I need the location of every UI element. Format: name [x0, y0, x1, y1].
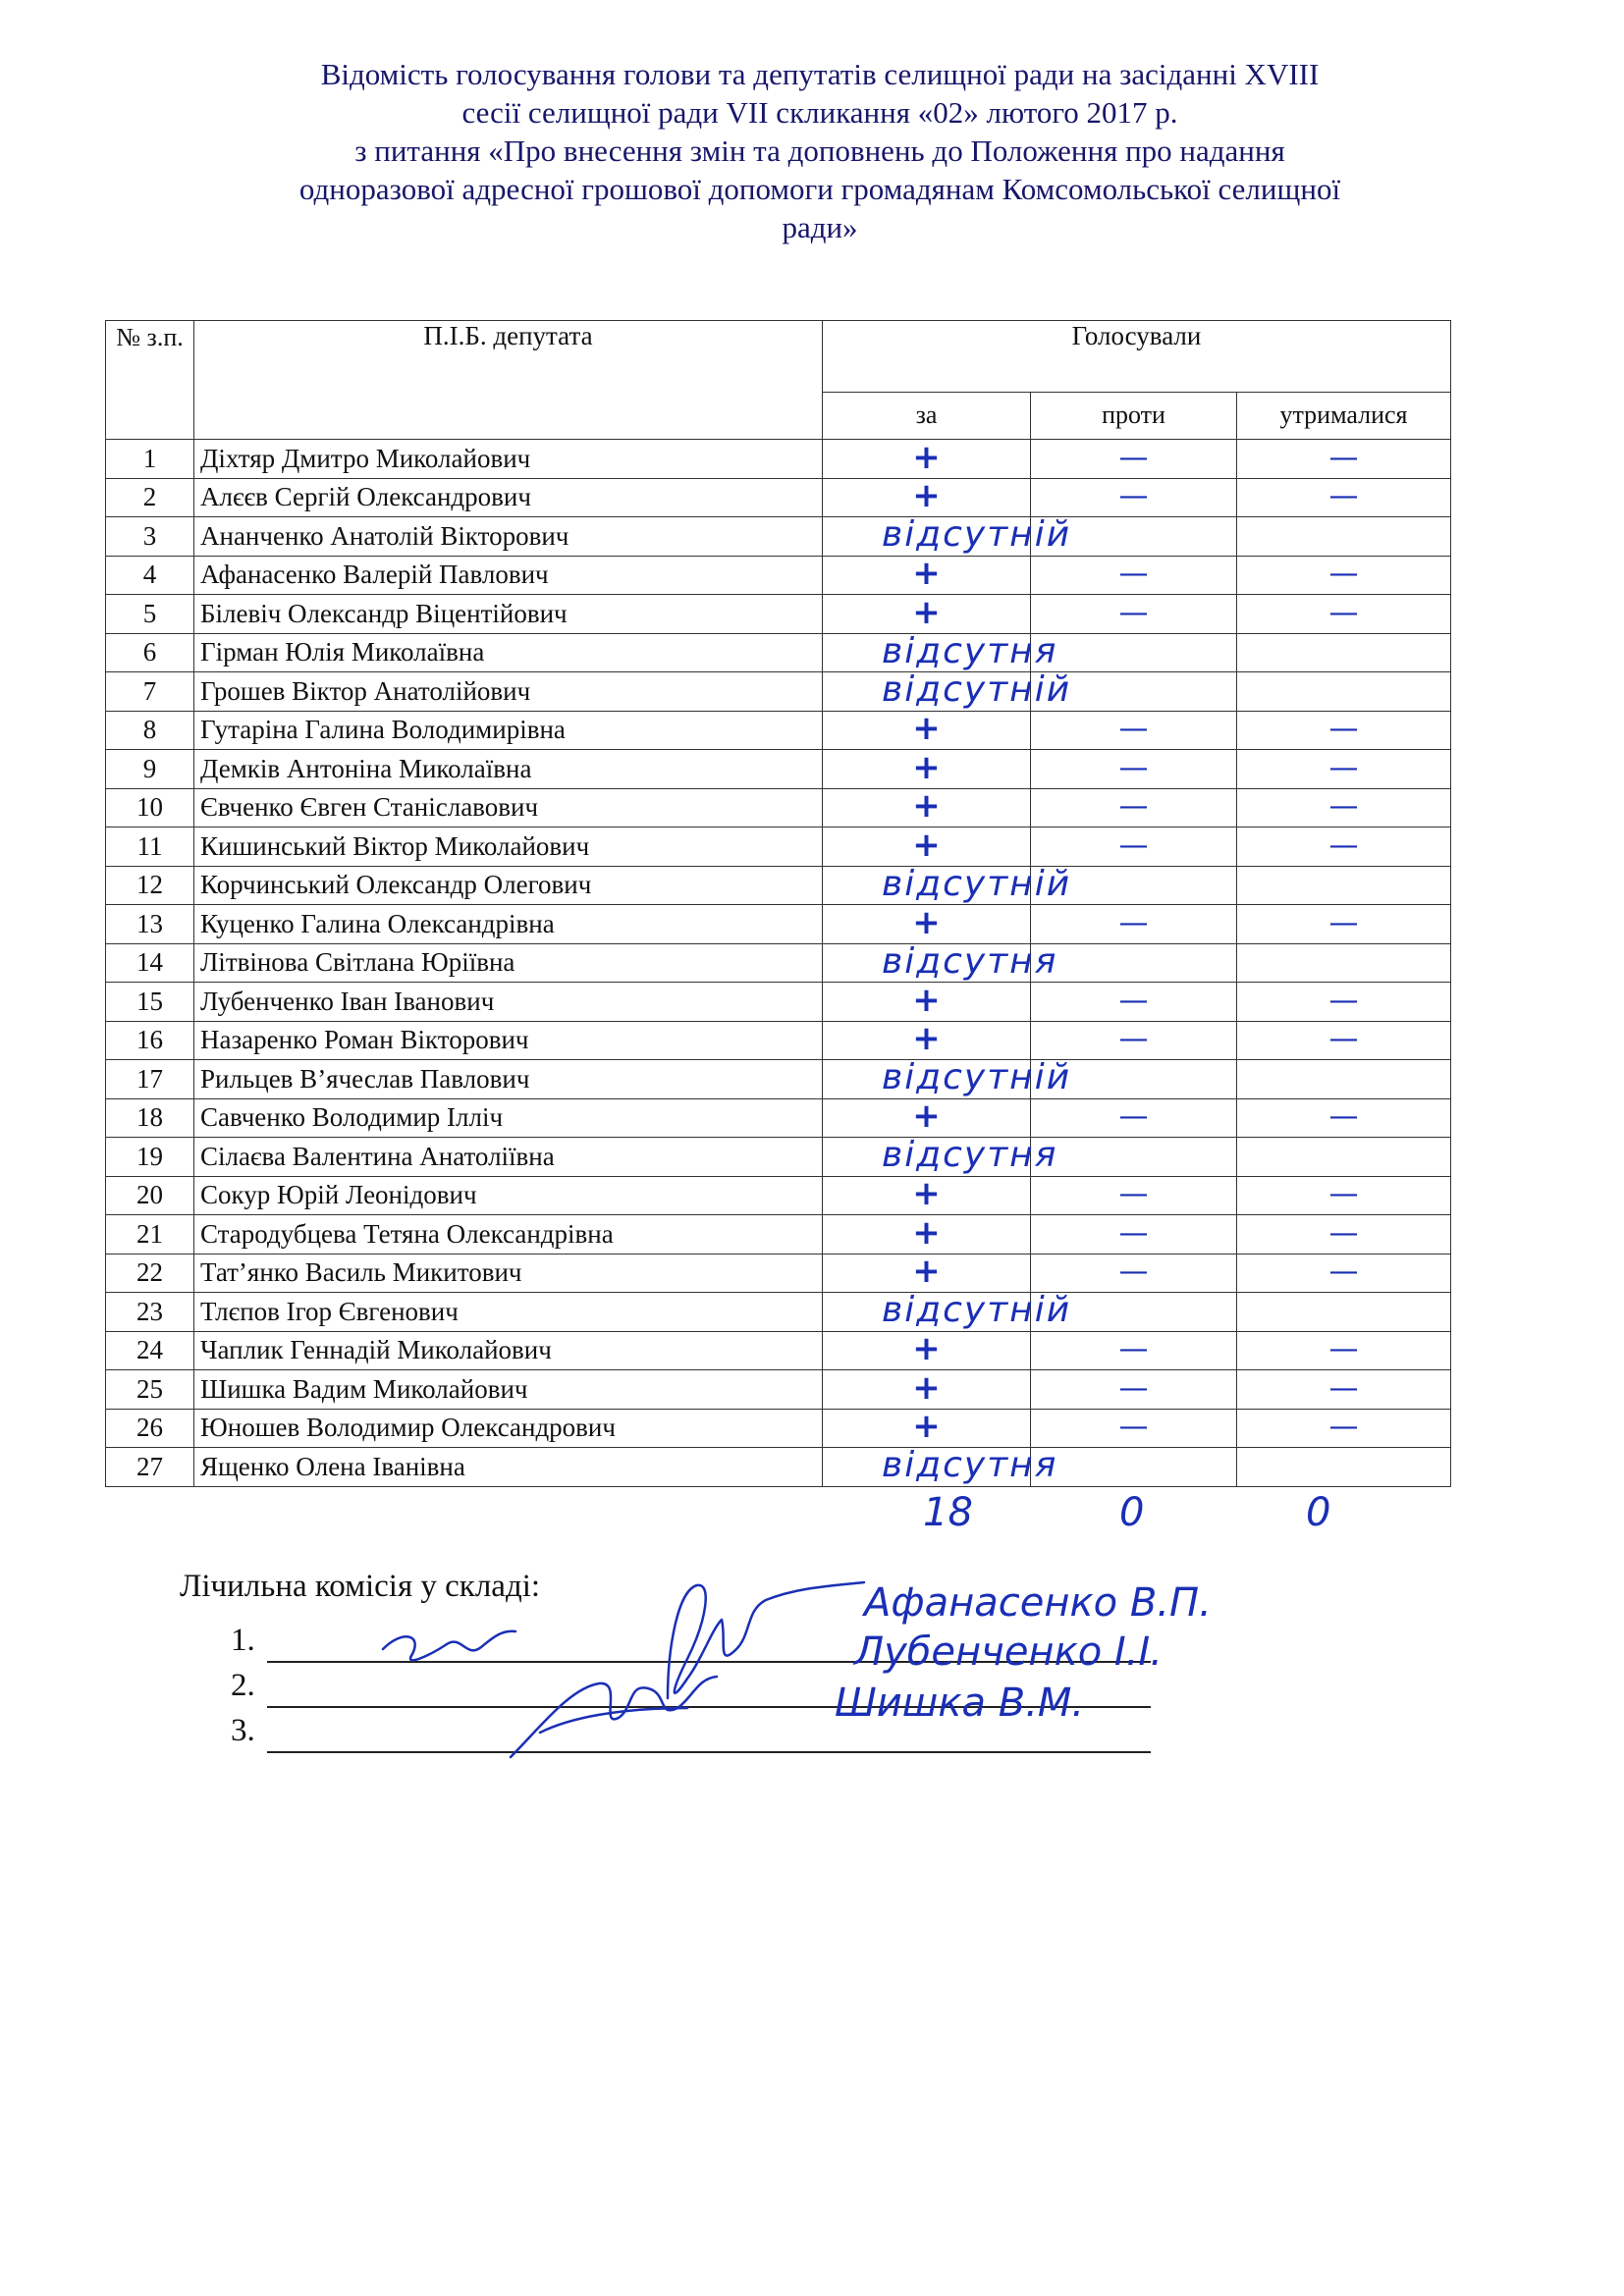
deputy-name: Шишка Вадим Миколайович	[194, 1370, 823, 1410]
title-line-4: одноразової адресної грошової допомоги громадянам Комсомольської селищної	[298, 172, 1341, 206]
header-against: проти	[1031, 392, 1237, 439]
vote-abstain-cell	[1237, 1021, 1451, 1060]
row-number: 23	[106, 1293, 194, 1332]
vote-for-cell	[823, 1254, 1031, 1293]
vote-abstain-cell	[1237, 440, 1451, 479]
vote-against-cell	[1031, 440, 1237, 479]
vote-abstain-cell	[1237, 1215, 1451, 1255]
vote-abstain-mark: —	[1328, 1410, 1359, 1445]
row-number: 1	[106, 440, 194, 479]
deputy-name: Літвінова Світлана Юріївна	[194, 943, 823, 983]
vote-for-cell	[823, 1290, 1072, 1332]
vote-against-mark: —	[1118, 1177, 1149, 1212]
vote-abstain-cell	[1237, 866, 1451, 905]
deputy-name: Гірман Юлія Миколаївна	[194, 633, 823, 672]
vote-abstain-cell	[1237, 1293, 1451, 1332]
vote-for-mark: +	[912, 902, 941, 942]
row-number: 16	[106, 1021, 194, 1060]
vote-for-cell	[823, 1098, 1031, 1138]
absent-mark: відсутній	[882, 863, 1072, 904]
vote-against-cell	[1031, 788, 1237, 828]
vote-for-cell	[823, 1176, 1031, 1215]
table-row	[106, 556, 1451, 595]
vote-for-cell	[823, 630, 1058, 672]
vote-for-cell	[823, 1135, 1058, 1177]
row-number: 7	[106, 672, 194, 712]
vote-for-mark: +	[912, 825, 941, 865]
table-row	[106, 1021, 1451, 1060]
row-number: 9	[106, 750, 194, 789]
title-line-1: Відомість голосування голови та депутатів селищної ради на засіданні XVIII	[320, 57, 1320, 91]
vote-abstain-mark: —	[1328, 1255, 1359, 1290]
vote-against-mark: —	[1118, 828, 1149, 863]
table-row	[106, 1409, 1451, 1448]
vote-for-cell	[823, 514, 1072, 557]
vote-abstain-cell	[1237, 478, 1451, 517]
table-row	[106, 788, 1451, 828]
absent-mark: відсутній	[882, 669, 1072, 710]
document-title	[137, 55, 1502, 246]
commission-member-name: Шишка В.М.	[835, 1681, 1085, 1726]
vote-against-mark: —	[1118, 905, 1149, 940]
vote-against-mark: —	[1118, 1410, 1149, 1445]
vote-for-mark: +	[912, 1019, 941, 1059]
title-line-5: ради»	[782, 210, 858, 244]
row-number: 14	[106, 943, 194, 983]
vote-against-mark: —	[1118, 1370, 1149, 1406]
vote-against-cell	[1031, 1370, 1237, 1410]
vote-for-mark: +	[912, 747, 941, 787]
vote-against-cell	[1031, 1254, 1237, 1293]
row-number: 19	[106, 1138, 194, 1177]
vote-abstain-cell	[1237, 1370, 1451, 1410]
vote-against-cell	[1031, 750, 1237, 789]
vote-against-mark: —	[1118, 595, 1149, 630]
vote-for-mark: +	[912, 1252, 941, 1292]
commission-number: 3.	[231, 1713, 255, 1748]
commission-member-name: Афанасенко В.П.	[864, 1580, 1212, 1626]
vote-against-cell	[1031, 1215, 1237, 1255]
row-number: 24	[106, 1331, 194, 1370]
vote-for-cell	[823, 437, 1031, 479]
deputy-name: Діхтяр Дмитро Миколайович	[194, 440, 823, 479]
vote-for-cell	[823, 788, 1031, 828]
table-row	[106, 478, 1451, 517]
table-row	[106, 711, 1451, 750]
vote-abstain-mark: —	[1328, 440, 1359, 475]
row-number: 27	[106, 1448, 194, 1487]
handwritten-signatures	[373, 1561, 884, 1777]
header-for: за	[823, 392, 1031, 439]
row-number: 10	[106, 788, 194, 828]
vote-against-mark: —	[1118, 789, 1149, 825]
vote-abstain-mark: —	[1328, 1215, 1359, 1251]
deputy-name: Демків Антоніна Миколаївна	[194, 750, 823, 789]
vote-abstain-mark: —	[1328, 750, 1359, 785]
vote-against-mark: —	[1118, 557, 1149, 592]
table-row	[106, 1254, 1451, 1293]
deputy-name: Тат’янко Василь Микитович	[194, 1254, 823, 1293]
vote-abstain-cell	[1237, 672, 1451, 712]
vote-against-cell	[1031, 595, 1237, 634]
row-number: 17	[106, 1060, 194, 1099]
vote-for-mark: +	[912, 1174, 941, 1214]
deputy-name: Гутаріна Галина Володимирівна	[194, 711, 823, 750]
vote-for-cell	[823, 1331, 1031, 1370]
deputy-name: Назаренко Роман Вікторович	[194, 1021, 823, 1060]
vote-for-mark: +	[912, 980, 941, 1020]
vote-for-cell	[823, 478, 1031, 517]
header-number: № з.п.	[106, 321, 194, 440]
table-row	[106, 1215, 1451, 1255]
deputy-name: Євченко Євген Станіславович	[194, 788, 823, 828]
table-row	[106, 943, 1451, 983]
total-abstain: 0	[1306, 1490, 1331, 1535]
vote-abstain-mark: —	[1328, 828, 1359, 863]
vote-against-mark: —	[1118, 1022, 1149, 1057]
vote-for-cell	[823, 556, 1031, 595]
vote-abstain-cell	[1237, 1060, 1451, 1099]
absent-mark: відсутній	[882, 1057, 1072, 1097]
absent-mark: відсутній	[882, 514, 1072, 555]
deputy-name: Тлєпов Ігор Євгенович	[194, 1293, 823, 1332]
vote-for-mark: +	[912, 437, 941, 477]
absent-mark: відсутня	[882, 1445, 1058, 1485]
row-number: 8	[106, 711, 194, 750]
vote-for-cell	[823, 863, 1072, 905]
vote-against-cell	[1031, 1138, 1237, 1177]
table-row	[106, 828, 1451, 867]
vote-abstain-mark: —	[1328, 1177, 1359, 1212]
vote-against-mark: —	[1118, 1215, 1149, 1251]
absent-mark: відсутня	[882, 940, 1058, 982]
vote-for-cell	[823, 592, 1031, 634]
vote-abstain-cell	[1237, 517, 1451, 557]
vote-against-cell	[1031, 711, 1237, 750]
vote-against-cell	[1031, 905, 1237, 944]
table-row	[106, 983, 1451, 1022]
title-line-2: сесії селищної ради VII скликання «02» лютого 2017 р.	[461, 95, 1178, 130]
header-abstain: утрималися	[1237, 392, 1451, 439]
deputy-name: Лубенченко Іван Іванович	[194, 983, 823, 1022]
row-number: 2	[106, 478, 194, 517]
commission-number: 1.	[231, 1623, 255, 1658]
vote-against-cell	[1031, 1176, 1237, 1215]
table-row	[106, 1448, 1451, 1487]
vote-abstain-cell	[1237, 1176, 1451, 1215]
row-number: 6	[106, 633, 194, 672]
vote-for-cell	[823, 1212, 1031, 1255]
table-body	[106, 437, 1451, 1487]
vote-for-cell	[823, 1409, 1031, 1448]
row-number: 15	[106, 983, 194, 1022]
vote-against-mark: —	[1118, 1332, 1149, 1367]
row-number: 13	[106, 905, 194, 944]
vote-for-mark: +	[912, 592, 941, 632]
vote-against-mark: —	[1118, 479, 1149, 514]
row-number: 11	[106, 828, 194, 867]
row-number: 25	[106, 1370, 194, 1410]
vote-for-mark: +	[912, 554, 941, 594]
vote-against-mark: —	[1118, 440, 1149, 475]
deputy-name: Афанасенко Валерій Павлович	[194, 556, 823, 595]
vote-against-cell	[1031, 828, 1237, 867]
deputy-name: Рильцев В’ячеслав Павлович	[194, 1060, 823, 1099]
table-row	[106, 866, 1451, 905]
vote-against-cell	[1031, 478, 1237, 517]
vote-abstain-cell	[1237, 905, 1451, 944]
row-number: 18	[106, 1098, 194, 1138]
deputy-name: Куценко Галина Олександрівна	[194, 905, 823, 944]
deputy-name: Стародубцева Тетяна Олександрівна	[194, 1215, 823, 1255]
table-row	[106, 595, 1451, 634]
table-row	[106, 517, 1451, 557]
vote-abstain-mark: —	[1328, 712, 1359, 747]
vote-for-mark: +	[912, 476, 941, 516]
vote-abstain-cell	[1237, 595, 1451, 634]
vote-abstain-mark: —	[1328, 479, 1359, 514]
vote-against-mark: —	[1118, 750, 1149, 785]
vote-against-cell	[1031, 633, 1237, 672]
vote-against-cell	[1031, 1331, 1237, 1370]
vote-against-cell	[1031, 1448, 1237, 1487]
vote-for-cell	[823, 1057, 1072, 1099]
vote-abstain-cell	[1237, 1138, 1451, 1177]
deputy-name: Ященко Олена Іванівна	[194, 1448, 823, 1487]
deputy-name: Юношев Володимир Олександрович	[194, 1409, 823, 1448]
vote-abstain-cell	[1237, 828, 1451, 867]
vote-against-cell	[1031, 1098, 1237, 1138]
row-number: 12	[106, 866, 194, 905]
vote-abstain-mark: —	[1328, 789, 1359, 825]
vote-abstain-mark: —	[1328, 595, 1359, 630]
deputy-name: Ананченко Анатолій Вікторович	[194, 517, 823, 557]
deputy-name: Кишинський Віктор Миколайович	[194, 828, 823, 867]
row-number: 3	[106, 517, 194, 557]
vote-abstain-mark: —	[1328, 1370, 1359, 1406]
absent-mark: відсутній	[882, 1290, 1072, 1330]
vote-abstain-cell	[1237, 750, 1451, 789]
commission-member-name: Лубенченко І.І.	[854, 1629, 1163, 1675]
vote-abstain-mark: —	[1328, 557, 1359, 592]
vote-for-cell	[823, 1367, 1031, 1410]
vote-abstain-cell	[1237, 1448, 1451, 1487]
deputy-name: Грошев Віктор Анатолійович	[194, 672, 823, 712]
vote-abstain-cell	[1237, 556, 1451, 595]
table-row	[106, 1176, 1451, 1215]
vote-abstain-mark: —	[1328, 983, 1359, 1018]
row-number: 26	[106, 1409, 194, 1448]
signature-stroke	[511, 1677, 717, 1757]
vote-against-cell	[1031, 556, 1237, 595]
vote-abstain-mark: —	[1328, 1332, 1359, 1367]
table-row	[106, 633, 1451, 672]
vote-for-mark: +	[912, 1096, 941, 1137]
row-number: 4	[106, 556, 194, 595]
title-line-3: з питання «Про внесення змін та доповнень до Положення про надання	[354, 133, 1285, 168]
vote-abstain-cell	[1237, 711, 1451, 750]
vote-for-mark: +	[912, 1329, 941, 1369]
commission-label: Лічильна комісія у складі:	[180, 1569, 541, 1604]
row-number: 21	[106, 1215, 194, 1255]
vote-abstain-cell	[1237, 983, 1451, 1022]
vote-against-mark: —	[1118, 1099, 1149, 1135]
absent-mark: відсутня	[882, 1135, 1058, 1175]
total-for: 18	[923, 1490, 973, 1535]
vote-for-cell	[823, 980, 1031, 1022]
vote-for-cell	[823, 902, 1031, 944]
vote-against-mark: —	[1118, 1255, 1149, 1290]
vote-abstain-mark: —	[1328, 905, 1359, 940]
table-row	[106, 1098, 1451, 1138]
vote-abstain-cell	[1237, 943, 1451, 983]
vote-for-mark: +	[912, 786, 941, 827]
vote-against-cell	[1031, 672, 1237, 712]
deputy-name: Білевіч Олександр Віцентійович	[194, 595, 823, 634]
vote-abstain-mark: —	[1328, 1099, 1359, 1135]
deputy-name: Алєєв Сергій Олександрович	[194, 478, 823, 517]
vote-against-cell	[1031, 517, 1237, 557]
table-row	[106, 1293, 1451, 1332]
vote-against-mark: —	[1118, 983, 1149, 1018]
signature-stroke	[383, 1631, 515, 1661]
vote-for-cell	[823, 940, 1058, 983]
vote-against-cell	[1031, 1060, 1237, 1099]
table-row	[106, 440, 1451, 479]
vote-for-cell	[823, 711, 1031, 750]
vote-for-cell	[823, 1445, 1058, 1487]
header-voted: Голосували	[823, 321, 1451, 393]
voting-table	[105, 320, 1451, 1487]
vote-for-mark: +	[912, 1367, 941, 1408]
vote-abstain-mark: —	[1328, 1022, 1359, 1057]
vote-abstain-cell	[1237, 1409, 1451, 1448]
vote-for-mark: +	[912, 709, 941, 749]
commission-number: 2.	[231, 1668, 255, 1703]
table-row	[106, 1331, 1451, 1370]
vote-for-cell	[823, 825, 1031, 867]
table-row	[106, 905, 1451, 944]
total-against: 0	[1119, 1490, 1145, 1535]
deputy-name: Сокур Юрій Леонідович	[194, 1176, 823, 1215]
deputy-name: Чаплик Геннадій Миколайович	[194, 1331, 823, 1370]
vote-abstain-cell	[1237, 633, 1451, 672]
vote-for-mark: +	[912, 1212, 941, 1253]
deputy-name: Корчинський Олександр Олегович	[194, 866, 823, 905]
table-row	[106, 672, 1451, 712]
table-row	[106, 1138, 1451, 1177]
vote-for-cell	[823, 669, 1072, 712]
table-row	[106, 1370, 1451, 1410]
vote-abstain-cell	[1237, 1331, 1451, 1370]
vote-for-cell	[823, 747, 1031, 789]
vote-against-cell	[1031, 1409, 1237, 1448]
table-row	[106, 750, 1451, 789]
vote-against-cell	[1031, 983, 1237, 1022]
vote-for-mark: +	[912, 1407, 941, 1447]
vote-abstain-cell	[1237, 1254, 1451, 1293]
absent-mark: відсутня	[882, 630, 1058, 671]
vote-against-mark: —	[1118, 712, 1149, 747]
row-number: 20	[106, 1176, 194, 1215]
signature-stroke	[668, 1582, 864, 1698]
table-row	[106, 1060, 1451, 1099]
vote-against-cell	[1031, 943, 1237, 983]
vote-against-cell	[1031, 866, 1237, 905]
header-deputy-name: П.І.Б. депутата	[194, 321, 823, 440]
vote-abstain-cell	[1237, 1098, 1451, 1138]
vote-against-cell	[1031, 1021, 1237, 1060]
row-number: 5	[106, 595, 194, 634]
vote-abstain-cell	[1237, 788, 1451, 828]
vote-for-cell	[823, 1021, 1031, 1060]
deputy-name: Сілаєва Валентина Анатоліївна	[194, 1138, 823, 1177]
row-number: 22	[106, 1254, 194, 1293]
vote-against-cell	[1031, 1293, 1237, 1332]
deputy-name: Савченко Володимир Ілліч	[194, 1098, 823, 1138]
